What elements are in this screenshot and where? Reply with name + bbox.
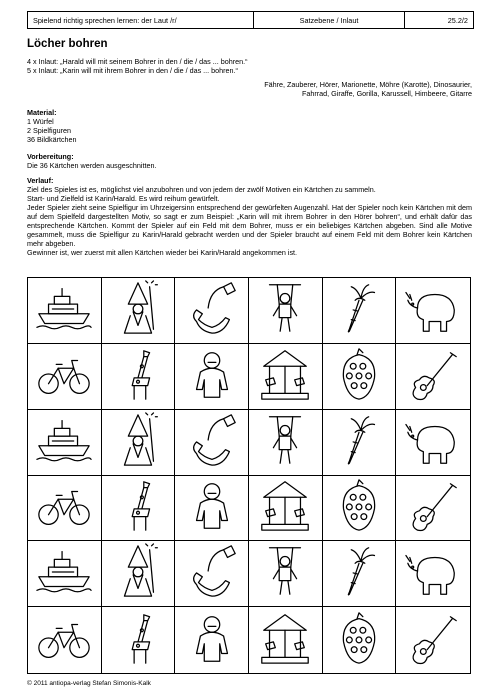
card-carrot — [323, 541, 397, 607]
word-list — [27, 80, 472, 98]
card-carousel — [249, 344, 323, 410]
card-marionette — [249, 541, 323, 607]
card-ferry — [28, 410, 102, 476]
header-level: Satzebene / Inlaut — [254, 12, 405, 28]
material-section — [27, 108, 472, 144]
bicycle-icon — [35, 476, 93, 539]
card-marionette — [249, 410, 323, 476]
bicycle-icon — [35, 609, 93, 672]
course-paragraph: Jeder Spieler zieht seine Spielfigur im Uhrzeigersinn entsprechend der gewürfelten Augenzahl. Hat der Spieler noch kein Kärtchen mit dem auf dem Spielfeld dargestellten Motiv, so sagt er zum Beispiel: „Karin will mit ihrem Bohrer in den Hörer bohren“, und erhält dafür das entsprechende Kärtchen. Kommt der Spieler auf ein Feld mit dem Bohrer, muss er ein beliebiges Kärtchen abgeben. Sind alle Motive gesammelt, muss die Spielfigur zu Karin/Harald gebracht werden und der Spieler braucht auf einem Feld mit dem Bohrer kein Kärtchen mehr abgeben. — [27, 203, 472, 248]
dinosaur-icon — [404, 542, 462, 605]
course-section — [27, 176, 472, 257]
carousel-icon — [256, 609, 314, 672]
marionette-icon — [256, 279, 314, 342]
phone-receiver-icon — [183, 542, 241, 605]
marionette-icon — [256, 542, 314, 605]
material-item: 1 Würfel — [27, 117, 54, 126]
card-carousel — [249, 476, 323, 542]
wizard-icon — [109, 279, 167, 342]
phone-receiver-icon — [183, 279, 241, 342]
wizard-icon — [109, 542, 167, 605]
card-raspberry — [323, 607, 397, 673]
carrot-icon — [330, 542, 388, 605]
ferry-icon — [35, 542, 93, 605]
gorilla-icon — [183, 609, 241, 672]
card-dinosaur — [396, 541, 470, 607]
wizard-icon — [109, 411, 167, 474]
intro-line: 4 x Inlaut: „Harald will mit seinem Bohrer in den / die / das ... bohren.“ — [27, 57, 248, 66]
card-carrot — [323, 410, 397, 476]
ferry-icon — [35, 411, 93, 474]
guitar-icon — [404, 345, 462, 408]
giraffe-icon — [109, 345, 167, 408]
carousel-icon — [256, 345, 314, 408]
card-dinosaur — [396, 410, 470, 476]
card-marionette — [249, 278, 323, 344]
card-phone-receiver — [175, 278, 249, 344]
card-raspberry — [323, 344, 397, 410]
card-wizard — [102, 278, 176, 344]
dinosaur-icon — [404, 279, 462, 342]
material-item: 36 Bildkärtchen — [27, 135, 77, 144]
header-page-number: 25.2/2 — [447, 15, 468, 25]
card-carousel — [249, 607, 323, 673]
raspberry-icon — [330, 345, 388, 408]
card-carrot — [323, 278, 397, 344]
carrot-icon — [330, 411, 388, 474]
card-phone-receiver — [175, 541, 249, 607]
word-list-line: Fähre, Zauberer, Hörer, Marionette, Möhre (Karotte), Dinosaurier, — [264, 80, 472, 89]
ferry-icon — [35, 279, 93, 342]
header-series: Spielend richtig sprechen lernen: der Laut /r/ — [28, 12, 254, 28]
carousel-icon — [256, 476, 314, 539]
card-guitar — [396, 344, 470, 410]
course-heading: Verlauf: — [27, 176, 54, 185]
page-header — [27, 11, 474, 29]
raspberry-icon — [330, 609, 388, 672]
carrot-icon — [330, 279, 388, 342]
gorilla-icon — [183, 476, 241, 539]
marionette-icon — [256, 411, 314, 474]
material-heading: Material: — [27, 108, 57, 117]
card-giraffe — [102, 607, 176, 673]
copyright: © 2011 antiopa-verlag Stefan Simonis-Kalk — [27, 680, 151, 687]
card-giraffe — [102, 476, 176, 542]
prep-section — [27, 152, 472, 170]
raspberry-icon — [330, 476, 388, 539]
card-wizard — [102, 541, 176, 607]
card-gorilla — [175, 476, 249, 542]
card-gorilla — [175, 607, 249, 673]
intro — [27, 57, 472, 75]
prep-heading: Vorbereitung: — [27, 152, 74, 161]
card-guitar — [396, 476, 470, 542]
card-grid — [27, 277, 471, 674]
course-paragraph: Gewinner ist, wer zuerst mit allen Kärtchen wieder bei Karin/Harald angekommen ist. — [27, 248, 298, 257]
guitar-icon — [404, 609, 462, 672]
bicycle-icon — [35, 345, 93, 408]
guitar-icon — [404, 476, 462, 539]
page-title: Löcher bohren — [27, 38, 108, 50]
card-bicycle — [28, 344, 102, 410]
card-ferry — [28, 541, 102, 607]
card-wizard — [102, 410, 176, 476]
intro-line: 5 x Inlaut: „Karin will mit ihrem Bohrer in den / die / das ... bohren.“ — [27, 66, 238, 75]
card-dinosaur — [396, 278, 470, 344]
card-phone-receiver — [175, 410, 249, 476]
material-item: 2 Spielfiguren — [27, 126, 71, 135]
word-list-line: Fahrrad, Giraffe, Gorilla, Karussell, Himbeere, Gitarre — [301, 89, 472, 98]
phone-receiver-icon — [183, 411, 241, 474]
gorilla-icon — [183, 345, 241, 408]
prep-text: Die 36 Kärtchen werden ausgeschnitten. — [27, 161, 157, 170]
dinosaur-icon — [404, 411, 462, 474]
card-raspberry — [323, 476, 397, 542]
card-gorilla — [175, 344, 249, 410]
card-ferry — [28, 278, 102, 344]
card-giraffe — [102, 344, 176, 410]
course-paragraph: Ziel des Spieles ist es, möglichst viel anzubohren und von jedem der zwölf Motiven ein Kärtchen zu sammeln. — [27, 185, 376, 194]
card-bicycle — [28, 476, 102, 542]
giraffe-icon — [109, 609, 167, 672]
giraffe-icon — [109, 476, 167, 539]
card-bicycle — [28, 607, 102, 673]
card-guitar — [396, 607, 470, 673]
course-paragraph: Start- und Zielfeld ist Karin/Harald. Es wird reihum gewürfelt. — [27, 194, 220, 203]
